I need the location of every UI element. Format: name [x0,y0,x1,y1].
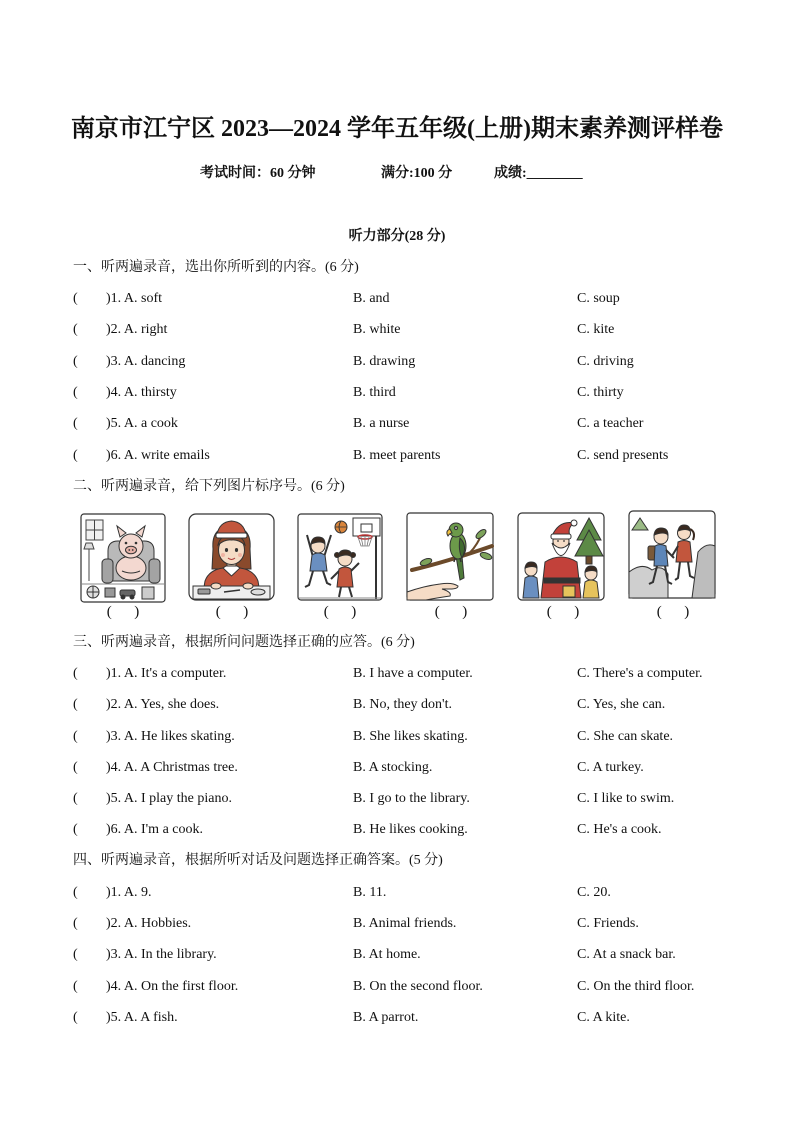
option-a: )2. A. right [106,322,168,337]
option-a: )2. A. Yes, she does. [106,697,220,712]
option-a: )4. A. thirsty [106,385,177,400]
option-c: C. She can skate. [577,729,674,744]
option-a: )1. A. 9. [106,885,152,900]
option-c: C. 20. [577,885,611,900]
option-c: C. send presents [577,448,669,463]
option-c: C. soup [577,291,620,306]
option-a: )3. A. He likes skating. [106,729,235,744]
answer-blank-open: ( [73,416,78,431]
answer-blank-open: ( [73,666,78,681]
option-c: C. He's a cook. [577,822,662,837]
answer-blank-open: ( [73,916,78,931]
part1-question-6 [0,446,794,466]
option-b: B. a nurse [353,416,410,431]
gift-box [563,586,575,597]
part3-question-2 [0,695,794,715]
part3-question-3 [0,727,794,747]
score-blank: ________ [526,166,583,181]
score-field [494,164,583,184]
santa-with-children-icon [517,512,605,601]
answer-blank-open: ( [73,1010,78,1025]
picture-2-answer-blank: ( ) [215,604,249,620]
answer-blank-open: ( [73,322,78,337]
score-label: 成绩: [494,166,527,181]
picture-5-answer-blank: ( ) [546,604,580,620]
option-c: C. On the third floor. [577,979,695,994]
option-c: C. Yes, she can. [577,697,666,712]
listening-section-title: 听力部分(28 分) [348,229,446,244]
children-hiking-icon [628,510,716,599]
option-a: )3. A. dancing [106,354,186,369]
window [86,520,103,540]
children-basketball-icon [297,513,383,601]
answer-blank-open: ( [73,760,78,775]
answer-blank-open: ( [73,385,78,400]
option-a: )1. A. It's a computer. [106,666,227,681]
exam-title: 南京市江宁区 2023—2024 学年五年级(上册)期末素养测评样卷 [71,116,723,142]
option-a: )2. A. Hobbies. [106,916,192,931]
picture-6-answer-blank: ( ) [656,604,690,620]
part4-question-3 [0,945,794,965]
option-b: B. third [353,385,396,400]
option-b: B. drawing [353,354,416,369]
option-b: B. meet parents [353,448,441,463]
part4-question-4 [0,977,794,997]
option-b: B. At home. [353,947,421,962]
option-a: )1. A. soft [106,291,162,306]
answer-blank-open: ( [73,448,78,463]
option-c: C. a teacher [577,416,644,431]
part3-question-6 [0,820,794,840]
option-b: B. white [353,322,401,337]
option-c: C. Friends. [577,916,639,931]
option-b: B. and [353,291,390,306]
option-a: )3. A. In the library. [106,947,217,962]
option-c: C. driving [577,354,634,369]
woman-cook-icon [188,513,275,601]
answer-blank-open: ( [73,354,78,369]
part3-question-4 [0,758,794,778]
answer-blank-open: ( [73,791,78,806]
answer-blank-open: ( [73,979,78,994]
option-b: B. I have a computer. [353,666,473,681]
answer-blank-open: ( [73,822,78,837]
part3-question-5 [0,789,794,809]
option-c: C. kite [577,322,615,337]
part4-heading: 四、听两遍录音，根据所听对话及问题选择正确答案。(5 分) [73,853,443,868]
part1-question-3 [0,352,794,372]
part4-question-2 [0,914,794,934]
option-b: B. She likes skating. [353,729,468,744]
option-b: B. A parrot. [353,1010,419,1025]
picture-4-answer-blank: ( ) [434,604,468,620]
option-c: C. I like to swim. [577,791,675,806]
answer-blank-open: ( [73,729,78,744]
basketball [335,521,347,533]
answer-blank-open: ( [73,291,78,306]
part1-heading: 一、听两遍录音，选出你所听到的内容。(6 分) [73,260,359,275]
option-c: C. At a snack bar. [577,947,676,962]
part1-question-2 [0,320,794,340]
option-a: )4. A. On the first floor. [106,979,239,994]
part3-question-1 [0,664,794,684]
option-c: C. A kite. [577,1010,630,1025]
option-a: )5. A. A fish. [106,1010,178,1025]
option-a: )4. A. A Christmas tree. [106,760,238,775]
option-a: )6. A. write emails [106,448,210,463]
picture-3-answer-blank: ( ) [323,604,357,620]
answer-blank-open: ( [73,947,78,962]
parrot-on-branch-icon [406,512,494,601]
option-a: )6. A. I'm a cook. [106,822,204,837]
full-marks: 满分:100 分 [381,166,453,181]
option-c: C. thirty [577,385,624,400]
option-b: B. On the second floor. [353,979,483,994]
option-b: B. He likes cooking. [353,822,468,837]
option-b: B. A stocking. [353,760,433,775]
pig-in-living-room-icon [80,513,166,603]
option-b: B. I go to the library. [353,791,470,806]
part4-question-1 [0,883,794,903]
part1-question-4 [0,383,794,403]
option-c: C. A turkey. [577,760,644,775]
option-b: B. Animal friends. [353,916,457,931]
picture-1-answer-blank: ( ) [106,604,140,620]
option-c: C. There's a computer. [577,666,703,681]
part2-heading: 二、听两遍录音，给下列图片标序号。(6 分) [73,479,345,494]
part3-heading: 三、听两遍录音，根据所问问题选择正确的应答。(6 分) [73,635,415,650]
option-a: )5. A. I play the piano. [106,791,232,806]
part1-question-1 [0,289,794,309]
part1-question-5 [0,414,794,434]
part4-question-5 [0,1008,794,1028]
option-a: )5. A. a cook [106,416,178,431]
answer-blank-open: ( [73,697,78,712]
option-b: B. No, they don't. [353,697,452,712]
exam-time: 考试时间：60 分钟 [200,166,316,181]
answer-blank-open: ( [73,885,78,900]
option-b: B. 11. [353,885,387,900]
